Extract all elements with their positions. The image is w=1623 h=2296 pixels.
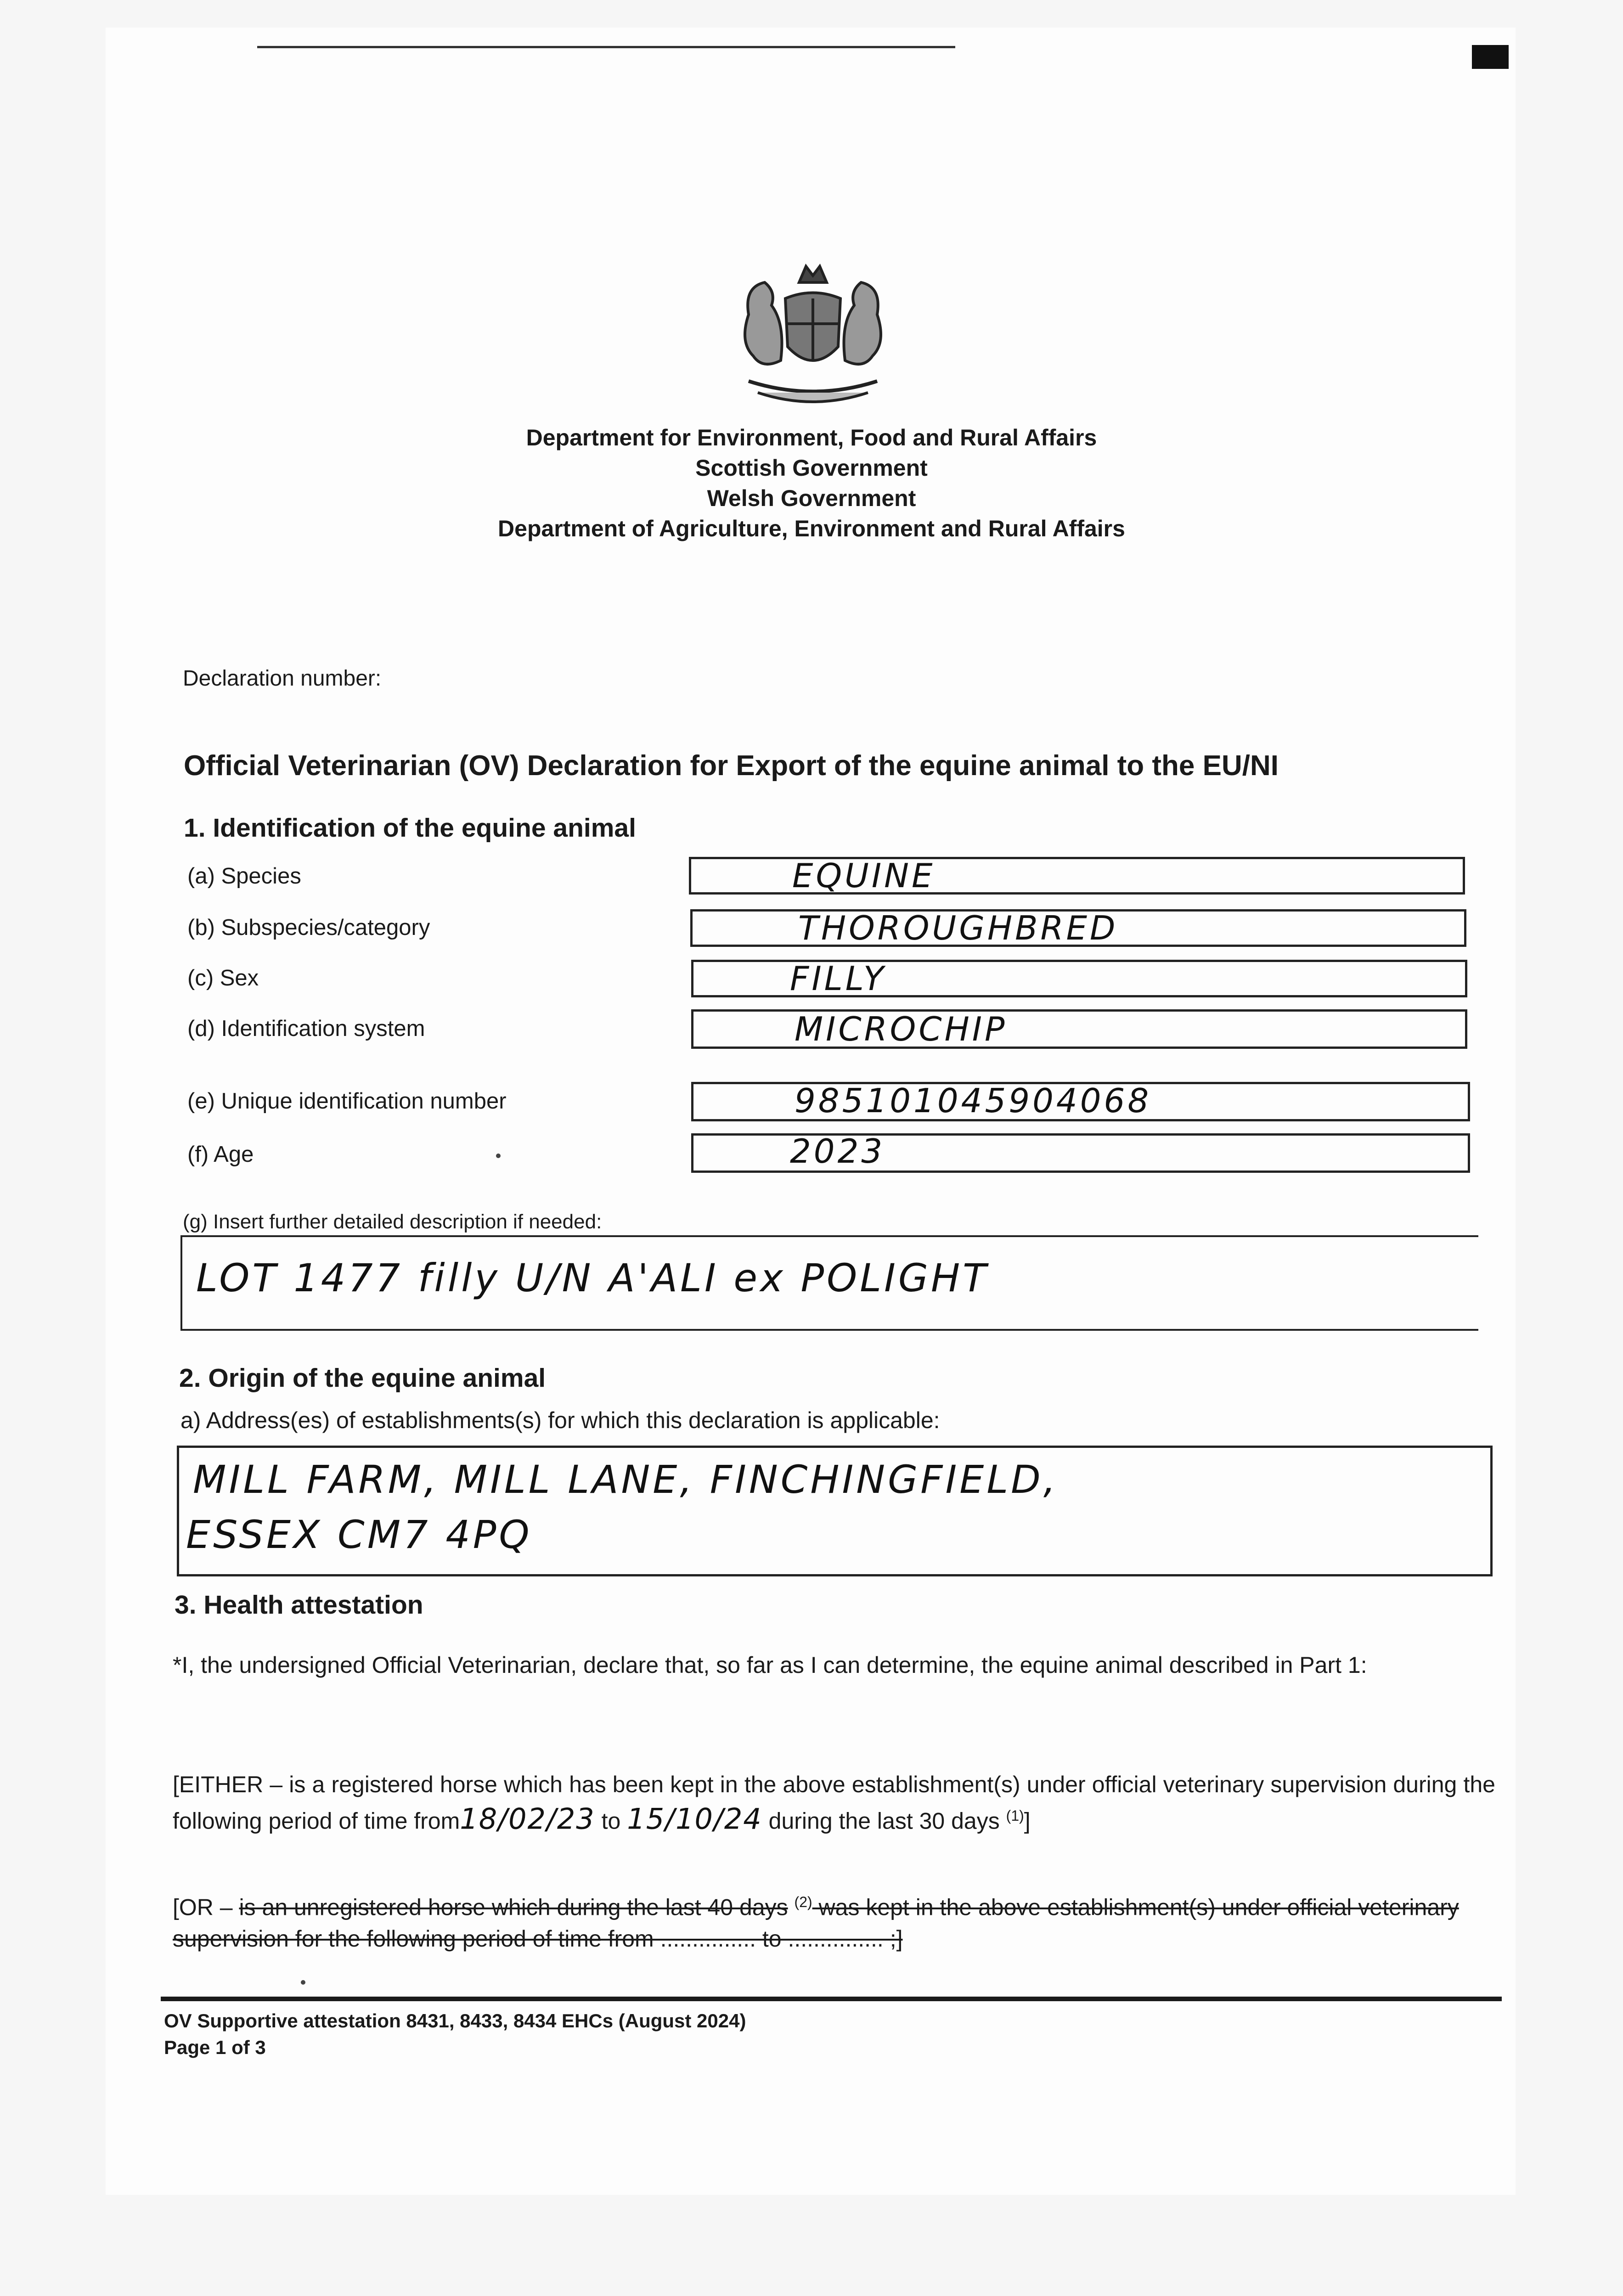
sex-label: (c) Sex [187, 966, 259, 990]
section-3-heading: 3. Health attestation [175, 1590, 423, 1620]
address-label: a) Address(es) of establishments(s) for which this declaration is applicable: [180, 1407, 940, 1433]
declaration-number-label: Declaration number: [183, 666, 382, 691]
further-description-label: (g) Insert further detailed description if needed: [183, 1210, 602, 1233]
or-clause [173, 1886, 1495, 1954]
either-text: [EITHER – is a registered horse which has been kept in the above establishment(s) under official veterinary supervision during the following period of time from [173, 1772, 1495, 1834]
either-footnote-ref: (1) [1006, 1807, 1024, 1824]
address-field[interactable] [177, 1446, 1493, 1576]
identification-system-field[interactable] [691, 1009, 1467, 1049]
page-title: Official Veterinarian (OV) Declaration for Export of the equine animal to the EU/NI [184, 750, 1279, 782]
departments-header [0, 422, 1623, 544]
royal-coat-of-arms-emblem [721, 255, 905, 416]
footer-rule [161, 1997, 1502, 2001]
subspecies-label: (b) Subspecies/category [187, 915, 430, 940]
scan-corner-mark [1472, 45, 1509, 69]
either-tail: during the last 30 days [768, 1808, 1000, 1834]
page-number: Page 1 of 3 [164, 2037, 266, 2058]
or-struck-text-2: was kept in the above establishment(s) under official veterinary supervision for the following period of time from ............... to ............... ;] [173, 1894, 1459, 1952]
sex-field[interactable] [691, 960, 1467, 997]
either-to-date: 15/10/24 [627, 1802, 762, 1836]
sex-value: FILLY [790, 959, 886, 998]
identification-system-label: (d) Identification system [187, 1016, 425, 1041]
health-attestation-intro: *I, the undersigned Official Veterinarian, declare that, so far as I can determine, the equine animal described in Part 1: [173, 1652, 1367, 1678]
unique-id-field[interactable] [691, 1082, 1470, 1121]
further-description-value: LOT 1477 filly U/N A'ALI ex POLIGHT [196, 1255, 989, 1300]
stray-mark [301, 1980, 305, 1985]
either-close: ] [1024, 1808, 1031, 1834]
either-from-date: 18/02/23 [460, 1802, 595, 1836]
department-line: Department for Environment, Food and Rural Affairs [526, 425, 1097, 450]
department-line: Scottish Government [695, 455, 928, 481]
species-value: EQUINE [792, 856, 935, 895]
footer-attestation-reference: OV Supportive attestation 8431, 8433, 8434 EHCs (August 2024) [164, 2010, 746, 2032]
department-line: Department of Agriculture, Environment and Rural Affairs [498, 516, 1125, 541]
identification-system-value: MICROCHIP [795, 1010, 1008, 1048]
or-prefix: [OR – [173, 1894, 239, 1920]
or-footnote-ref: (2) [794, 1894, 812, 1910]
species-field[interactable] [689, 857, 1465, 895]
age-value: 2023 [790, 1132, 885, 1171]
subspecies-value: THOROUGHBRED [798, 909, 1118, 947]
subspecies-field[interactable] [690, 909, 1466, 947]
address-line-2: ESSEX CM7 4PQ [186, 1512, 532, 1557]
page-footer [164, 2008, 746, 2061]
section-2-heading: 2. Origin of the equine animal [179, 1363, 546, 1393]
or-struck-text-1: is an unregistered horse which during the last 40 days [239, 1894, 788, 1920]
stray-mark [496, 1154, 501, 1158]
either-clause [173, 1769, 1495, 1837]
species-label: (a) Species [187, 864, 301, 889]
either-to-word: to [601, 1808, 621, 1834]
top-rule [257, 46, 955, 48]
age-field[interactable] [691, 1133, 1470, 1173]
address-line-1: MILL FARM, MILL LANE, FINCHINGFIELD, [193, 1457, 1059, 1502]
unique-id-label: (e) Unique identification number [187, 1089, 507, 1114]
unique-id-value: 985101045904068 [795, 1081, 1152, 1120]
department-line: Welsh Government [707, 485, 916, 511]
further-description-field[interactable] [180, 1235, 1478, 1331]
age-label: (f) Age [187, 1142, 254, 1167]
section-1-heading: 1. Identification of the equine animal [184, 813, 636, 843]
